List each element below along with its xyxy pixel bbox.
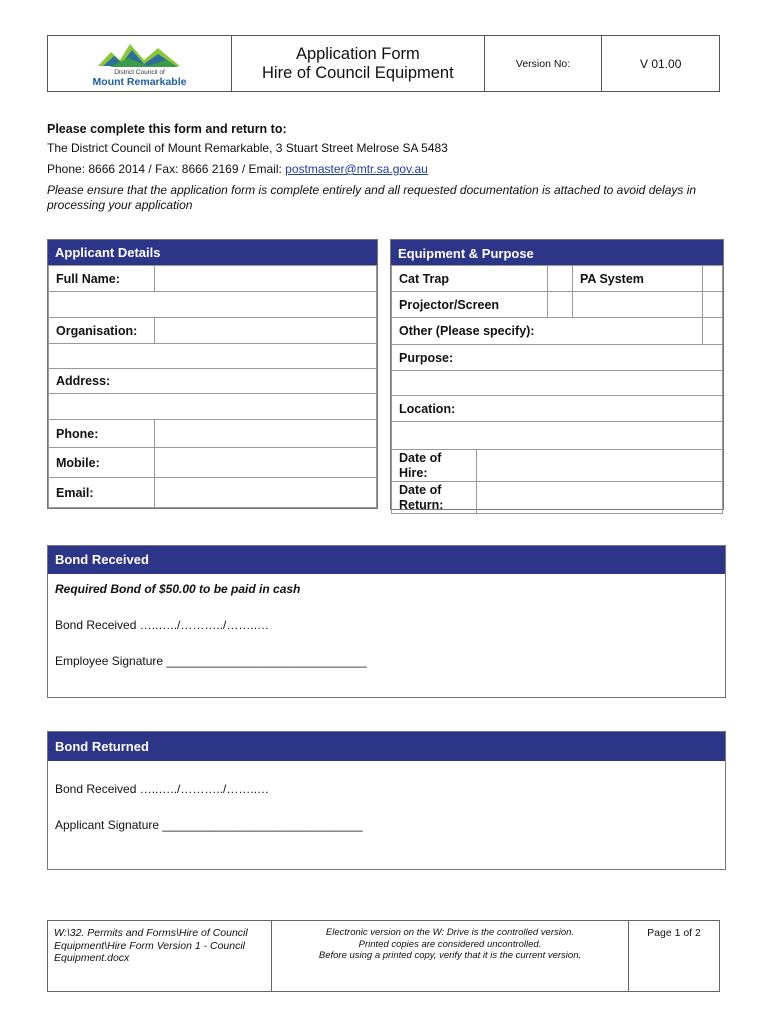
address-label: Address: — [49, 369, 377, 394]
council-address: The District Council of Mount Remarkable, 3 Stuart Street Melrose SA 5483 — [47, 141, 448, 155]
email-label: Email: — [49, 478, 155, 508]
location-field[interactable] — [392, 422, 723, 450]
date-of-hire-field[interactable] — [477, 450, 723, 481]
bond-received-title: Bond Received — [48, 546, 725, 574]
logo-small-text: District Council of — [114, 69, 165, 76]
organisation-field[interactable] — [155, 318, 377, 344]
full-name-field[interactable] — [155, 266, 377, 292]
form-title-line1: Application Form — [295, 44, 420, 63]
bond-returned-panel — [47, 731, 726, 870]
footer-notice-3: Before using a printed copy, verify that it is the current version. — [318, 950, 582, 961]
full-name-label: Full Name: — [49, 266, 155, 292]
projector-label: Projector/Screen — [392, 292, 548, 318]
employee-signature-line[interactable]: Employee Signature ______________________________ — [55, 654, 367, 668]
required-bond-text: Required Bond of $50.00 to be paid in cash — [55, 582, 301, 596]
date-of-return-label-2: Return: — [399, 497, 444, 512]
mobile-label: Mobile: — [49, 448, 155, 478]
applicant-details-title: Applicant Details — [48, 240, 377, 265]
date-of-hire-label-2: Hire: — [399, 465, 428, 480]
bond-received-panel — [47, 545, 726, 698]
contact-line — [47, 162, 428, 176]
contact-prefix: Phone: 8666 2014 / Fax: 8666 2169 / Email: — [47, 162, 286, 176]
footer-file-path: W:\32. Permits and Forms\Hire of Council Equipment\Hire Form Version 1 - Council Equipment.docx — [48, 921, 272, 992]
pa-system-label: PA System — [573, 266, 703, 292]
date-of-hire-label — [392, 450, 477, 481]
applicant-signature-line[interactable]: Applicant Signature ______________________________ — [55, 818, 363, 832]
footer-notice-2: Printed copies are considered uncontrolled. — [358, 938, 542, 950]
address-field[interactable] — [49, 394, 377, 420]
footer-page-number: Page 1 of 2 — [629, 921, 720, 992]
footer-notice-1: Electronic version on the W: Drive is the controlled version. — [325, 927, 575, 938]
logo-cell — [48, 36, 232, 92]
full-name-field-2[interactable] — [49, 292, 377, 318]
date-of-return-label-1: Date of — [399, 482, 442, 497]
bond-received-date-line[interactable]: Bond Received …..…../………../……..… — [55, 618, 270, 632]
date-of-hire-label-1: Date of — [399, 450, 442, 465]
equipment-purpose-panel — [390, 239, 724, 510]
bond-returned-title: Bond Returned — [48, 732, 725, 761]
logo-name: Mount Remarkable — [92, 76, 187, 88]
version-value: V 01.00 — [602, 36, 720, 92]
cat-trap-label: Cat Trap — [392, 266, 548, 292]
purpose-label: Purpose: — [392, 345, 723, 371]
document-header — [47, 35, 720, 92]
equipment-purpose-title: Equipment & Purpose — [391, 240, 723, 265]
applicant-details-panel — [47, 239, 378, 509]
date-of-return-field[interactable] — [477, 482, 723, 513]
location-label: Location: — [392, 396, 723, 422]
other-checkbox[interactable] — [703, 318, 723, 345]
pa-system-checkbox[interactable] — [703, 266, 723, 292]
phone-label: Phone: — [49, 420, 155, 448]
council-logo — [48, 36, 231, 91]
footer-notice — [272, 921, 629, 992]
projector-checkbox[interactable] — [548, 292, 573, 318]
intro-heading: Please complete this form and return to: — [47, 122, 287, 136]
form-title-cell — [232, 36, 485, 92]
organisation-label: Organisation: — [49, 318, 155, 344]
equipment-grid — [391, 265, 723, 514]
bond-returned-date-line[interactable]: Bond Received …..…../………../……..… — [55, 782, 270, 796]
date-of-return-label — [392, 482, 477, 513]
version-label: Version No: — [484, 36, 602, 92]
intro-note: Please ensure that the application form is complete entirely and all requested documentation is attached to avoid delays in processing your application — [47, 183, 697, 212]
document-footer — [47, 920, 720, 992]
phone-field[interactable] — [155, 420, 377, 448]
email-link[interactable]: postmaster@mtr.sa.gov.au — [285, 162, 428, 176]
email-field[interactable] — [155, 478, 377, 508]
other-label: Other (Please specify): — [392, 318, 703, 345]
projector-blank — [573, 292, 703, 318]
form-title-line2: Hire of Council Equipment — [262, 63, 454, 82]
purpose-field[interactable] — [392, 371, 723, 396]
mobile-field[interactable] — [155, 448, 377, 478]
cat-trap-checkbox[interactable] — [548, 266, 573, 292]
applicant-grid — [48, 265, 377, 508]
organisation-field-2[interactable] — [49, 344, 377, 369]
projector-blank-2 — [703, 292, 723, 318]
